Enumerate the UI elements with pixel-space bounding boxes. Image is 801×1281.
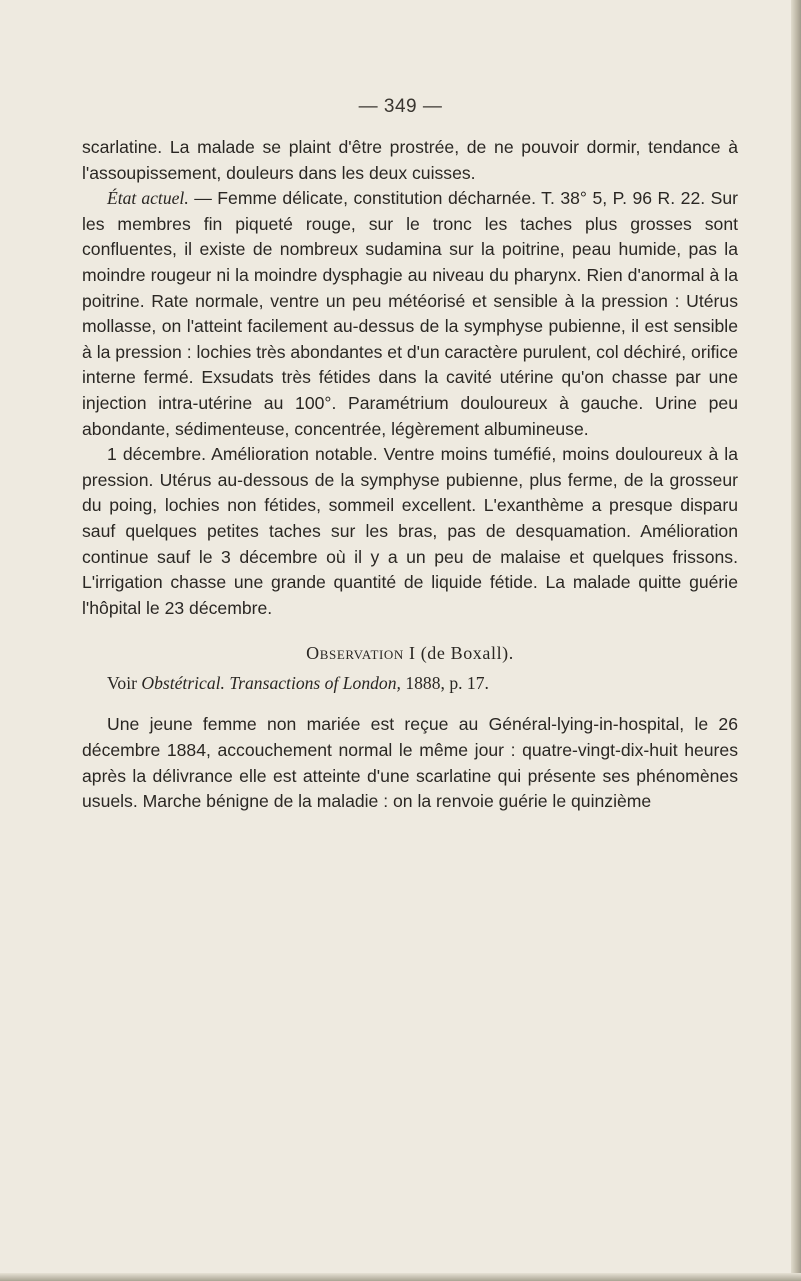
observation-heading [82, 641, 738, 667]
observation-heading-label: Observation [306, 643, 404, 664]
observation-reference [82, 671, 738, 697]
body-text [82, 135, 738, 815]
page-edge-shadow [791, 0, 801, 1281]
etat-actuel-label: État actuel. [107, 188, 189, 209]
observation-heading-number: I (de Boxall). [403, 643, 514, 664]
paragraph-decembre: 1 décembre. Amélioration notable. Ventre moins tuméfié, moins douloureux à la pression. Utérus au-dessous de la symphyse pubienne, plus ferme, de la grosseur du poing, lochies non fétides, sommeil excellent. L'exanthème a presque disparu sauf quelques petites taches sur les bras, pas de desquamation. Amélioration continue sauf le 3 décembre où il y a un peu de malaise et quelques frissons. L'irrigation chasse une grande quantité de liquide fétide. La malade quitte guérie l'hôpital le 23 décembre. [82, 444, 738, 618]
spacer [82, 696, 738, 712]
reference-journal-title: Obstétrical. Transactions of London, [141, 672, 401, 693]
reference-year-page: 1888, p. 17. [400, 672, 489, 693]
page-number: — 349 — [358, 96, 443, 117]
etat-actuel-text: — Femme délicate, constitution décharnée. T. 38° 5, P. 96 R. 22. Sur les membres fin piqueté rouge, sur le tronc les taches plus grosses sont confluentes, il existe de nombreux sudamina sur la poitrine, peau humide, pas la moindre rougeur ni la moindre dysphagie au niveau du pharynx. Rien d'anormal à la poitrine. Rate normale, ventre un peu météorisé et sensible à la pression : Utérus mollasse, on l'atteint facilement au-dessus de la symphyse pubienne, il est sensible à la pression : lochies très abondantes et d'un caractère purulent, col déchiré, orifice interne fermé. Exsudats très fétides dans la cavité utérine qu'on chasse par une injection intra-utérine au 100°. Paramétrium douloureux à gauche. Urine peu abondante, sédimenteuse, concentrée, légèrement albumineuse. [82, 188, 738, 439]
reference-prefix: Voir [107, 672, 142, 693]
page-bottom-edge [0, 1273, 801, 1281]
paragraph-etat-actuel [82, 186, 738, 442]
paragraph-scarlatine-symptoms: scarlatine. La malade se plaint d'être prostrée, de ne pouvoir dormir, tendance à l'assoupissement, douleurs dans les deux cuisses. [82, 137, 738, 183]
paragraph-observation-case: Une jeune femme non mariée est reçue au Général-lying-in-hospital, le 26 décembre 1884, accouchement normal le même jour : quatre-vingt-dix-huit heures après la délivrance elle est atteinte d'une scarlatine qui présente ses phénomènes usuels. Marche bénigne de la maladie : on la renvoie guérie le quinzième [82, 714, 738, 812]
